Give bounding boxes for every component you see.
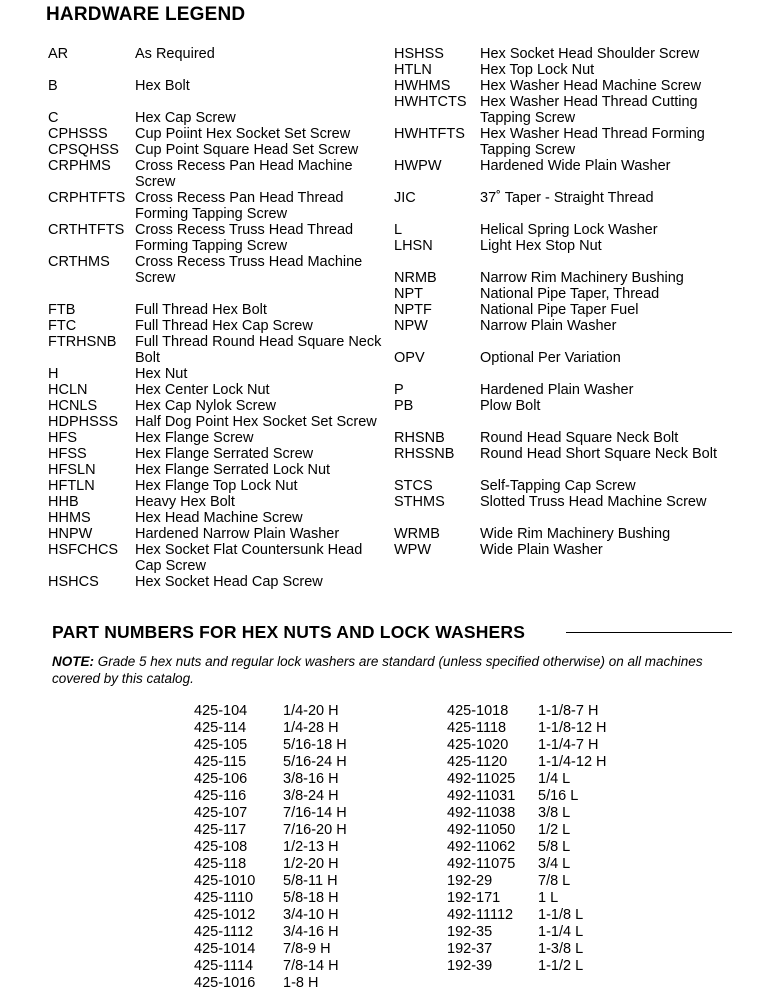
part-number: 192-39 <box>447 958 493 974</box>
part-number-row <box>447 890 607 907</box>
legend-entry <box>394 398 734 414</box>
legend-entry <box>48 574 388 590</box>
legend-description: Round Head Short Square Neck Bolt <box>480 446 717 462</box>
legend-entry <box>394 478 734 494</box>
part-number: 192-29 <box>447 873 493 889</box>
legend-abbreviation: H <box>48 366 59 382</box>
legend-entry <box>48 254 388 286</box>
legend-entry <box>48 414 388 430</box>
part-number-row <box>447 856 607 873</box>
legend-description: Narrow Rim Machinery Bushing <box>480 270 684 286</box>
part-number-row <box>194 839 347 856</box>
legend-description: Hex Top Lock Nut <box>480 62 595 78</box>
legend-abbreviation: HWHTFTS <box>394 126 465 142</box>
legend-entry <box>48 190 388 222</box>
legend-description: National Pipe Taper, Thread <box>480 286 660 302</box>
part-number: 192-171 <box>447 890 501 906</box>
legend-abbreviation: NPT <box>394 286 423 302</box>
part-numbers-left-column <box>194 703 347 992</box>
legend-description: Hex Head Machine Screw <box>135 510 303 526</box>
part-size: 1/4 L <box>538 771 571 787</box>
legend-abbreviation: LHSN <box>394 238 433 254</box>
part-number: 425-106 <box>194 771 248 787</box>
legend-description: 37˚ Taper - Straight Thread <box>480 190 654 206</box>
legend-description: Hex Bolt <box>135 78 190 94</box>
legend-description: Cross Recess Pan Head Thread Forming Tapping Screw <box>135 190 344 222</box>
part-size: 5/16 L <box>538 788 579 804</box>
legend-entry <box>48 142 388 158</box>
legend-description: Hardened Narrow Plain Washer <box>135 526 340 542</box>
part-size: 1-8 H <box>283 975 319 991</box>
part-size: 1-1/4 L <box>538 924 584 940</box>
legend-entry <box>48 446 388 462</box>
part-size: 1/2-20 H <box>283 856 339 872</box>
part-number: 425-114 <box>194 720 247 736</box>
part-number-row <box>447 771 607 788</box>
part-number-row <box>194 822 347 839</box>
legend-abbreviation: HFSLN <box>48 462 96 478</box>
part-number-row <box>194 856 347 873</box>
legend-abbreviation: RHSSNB <box>394 446 455 462</box>
legend-description: Hex Cap Screw <box>135 110 236 126</box>
legend-description: Hex Flange Serrated Lock Nut <box>135 462 331 478</box>
legend-entry <box>394 302 734 318</box>
legend-abbreviation: FTRHSNB <box>48 334 117 350</box>
part-size: 1 L <box>538 890 559 906</box>
legend-description: Half Dog Point Hex Socket Set Screw <box>135 414 377 430</box>
legend-entry <box>394 62 734 78</box>
part-number-row <box>447 720 607 737</box>
legend-abbreviation: P <box>394 382 404 398</box>
legend-description: Cross Recess Truss Head Machine Screw <box>135 254 363 286</box>
legend-entry <box>394 382 734 398</box>
legend-entry <box>48 126 388 142</box>
legend-entry <box>394 46 734 62</box>
legend-description: As Required <box>135 46 215 62</box>
part-number: 425-117 <box>194 822 247 838</box>
legend-abbreviation: HFTLN <box>48 478 95 494</box>
legend-description: Hex Flange Top Lock Nut <box>135 478 298 494</box>
legend-right-column <box>394 46 734 558</box>
legend-entry <box>48 494 388 510</box>
part-numbers-right-column <box>447 703 607 975</box>
part-number: 425-118 <box>194 856 247 872</box>
legend-description: Round Head Square Neck Bolt <box>480 430 679 446</box>
legend-entry <box>394 78 734 94</box>
legend-entry <box>394 126 734 158</box>
legend-description: Light Hex Stop Nut <box>480 238 602 254</box>
legend-abbreviation: HTLN <box>394 62 432 78</box>
legend-abbreviation: HCNLS <box>48 398 98 414</box>
part-number: 492-11075 <box>447 856 516 872</box>
note-text: Grade 5 hex nuts and regular lock washers are standard (unless specified otherwise) on all machines covered by this catalog. <box>52 654 703 686</box>
legend-entry <box>394 190 734 206</box>
part-number: 492-11025 <box>447 771 516 787</box>
part-number-row <box>194 924 347 941</box>
part-size: 3/4 L <box>538 856 571 872</box>
part-size: 3/4-10 H <box>283 907 339 923</box>
legend-abbreviation: HSFCHCS <box>48 542 119 558</box>
legend-entry <box>48 318 388 334</box>
legend-abbreviation: AR <box>48 46 69 62</box>
part-number-row <box>194 805 347 822</box>
legend-abbreviation: FTB <box>48 302 76 318</box>
part-size: 5/8-11 H <box>283 873 338 889</box>
part-number: 492-11038 <box>447 805 516 821</box>
part-number-row <box>447 737 607 754</box>
legend-entry <box>48 158 388 190</box>
part-size: 7/8-14 H <box>283 958 339 974</box>
legend-description: Hex Socket Head Cap Screw <box>135 574 323 590</box>
legend-description: Wide Rim Machinery Bushing <box>480 526 671 542</box>
legend-abbreviation: CPHSSS <box>48 126 108 142</box>
part-number: 425-1012 <box>194 907 256 923</box>
legend-abbreviation: NPTF <box>394 302 432 318</box>
part-number: 425-1014 <box>194 941 256 957</box>
part-number: 425-116 <box>194 788 247 804</box>
part-number: 492-11031 <box>447 788 516 804</box>
legend-abbreviation: HDPHSSS <box>48 414 119 430</box>
part-number-row <box>194 737 347 754</box>
part-number: 425-108 <box>194 839 248 855</box>
legend-abbreviation: HHMS <box>48 510 91 526</box>
legend-description: Cup Poiint Hex Socket Set Screw <box>135 126 351 142</box>
legend-entry <box>48 398 388 414</box>
legend-abbreviation: NPW <box>394 318 428 334</box>
legend-abbreviation: HNPW <box>48 526 93 542</box>
part-size: 5/16-18 H <box>283 737 347 753</box>
part-number: 192-35 <box>447 924 493 940</box>
part-size: 1-1/4-7 H <box>538 737 599 753</box>
part-number: 492-11062 <box>447 839 516 855</box>
legend-description: Slotted Truss Head Machine Screw <box>480 494 707 510</box>
legend-abbreviation: NRMB <box>394 270 437 286</box>
part-size: 1-1/8-12 H <box>538 720 607 736</box>
legend-entry <box>394 270 734 286</box>
legend-entry <box>48 478 388 494</box>
part-number-row <box>194 907 347 924</box>
legend-abbreviation: HFS <box>48 430 77 446</box>
part-size: 1-1/2 L <box>538 958 584 974</box>
part-number: 425-1114 <box>194 958 254 974</box>
legend-description: Hex Washer Head Thread Forming Tapping Screw <box>480 126 705 158</box>
legend-entry <box>394 286 734 302</box>
legend-entry <box>48 302 388 318</box>
legend-description: Cross Recess Pan Head Machine Screw <box>135 158 353 190</box>
legend-entry <box>394 238 734 254</box>
part-number-row <box>447 754 607 771</box>
part-number-row <box>194 873 347 890</box>
legend-abbreviation: HWPW <box>394 158 442 174</box>
part-size: 5/16-24 H <box>283 754 347 770</box>
legend-description: Full Thread Round Head Square Neck Bolt <box>135 334 382 366</box>
note-paragraph <box>52 653 742 687</box>
part-numbers-title: PART NUMBERS FOR HEX NUTS AND LOCK WASHERS <box>52 622 526 642</box>
part-size: 3/8-16 H <box>283 771 339 787</box>
legend-description: Hardened Wide Plain Washer <box>480 158 671 174</box>
legend-abbreviation: B <box>48 78 58 94</box>
part-size: 1/2-13 H <box>283 839 339 855</box>
legend-description: Optional Per Variation <box>480 350 621 366</box>
legend-entry <box>394 94 734 126</box>
legend-entry <box>394 446 734 462</box>
legend-description: Narrow Plain Washer <box>480 318 617 334</box>
legend-description: Hex Socket Head Shoulder Screw <box>480 46 700 62</box>
part-size: 1/4-28 H <box>283 720 339 736</box>
legend-entry <box>48 542 388 574</box>
legend-abbreviation: L <box>394 222 403 238</box>
part-size: 3/8 L <box>538 805 571 821</box>
legend-abbreviation: PB <box>394 398 414 414</box>
legend-entry <box>394 542 734 558</box>
legend-entry <box>48 110 388 126</box>
legend-entry <box>48 430 388 446</box>
part-number-row <box>194 788 347 805</box>
legend-description: Hex Cap Nylok Screw <box>135 398 277 414</box>
legend-entry <box>394 350 734 366</box>
part-number-row <box>447 788 607 805</box>
legend-description: Cross Recess Truss Head Thread Forming Tapping Screw <box>135 222 354 254</box>
legend-description: Plow Bolt <box>480 398 541 414</box>
part-number: 425-115 <box>194 754 247 770</box>
part-number-row <box>447 703 607 720</box>
part-number: 425-1020 <box>447 737 509 753</box>
hardware-legend-title: HARDWARE LEGEND <box>46 4 246 25</box>
legend-abbreviation: WRMB <box>394 526 440 542</box>
legend-entry <box>48 510 388 526</box>
legend-abbreviation: C <box>48 110 59 126</box>
part-number: 425-1112 <box>194 924 254 940</box>
part-number: 425-104 <box>194 703 248 719</box>
legend-description: Hex Center Lock Nut <box>135 382 270 398</box>
part-number: 425-107 <box>194 805 248 821</box>
legend-description: Full Thread Hex Bolt <box>135 302 267 318</box>
legend-abbreviation: STHMS <box>394 494 445 510</box>
part-number: 425-1120 <box>447 754 508 770</box>
part-number-row <box>194 754 347 771</box>
legend-abbreviation: RHSNB <box>394 430 445 446</box>
part-size: 7/8-9 H <box>283 941 331 957</box>
legend-entry <box>48 382 388 398</box>
legend-entry <box>394 494 734 510</box>
legend-description: Heavy Hex Bolt <box>135 494 235 510</box>
part-size: 1-1/4-12 H <box>538 754 607 770</box>
legend-abbreviation: HWHMS <box>394 78 451 94</box>
legend-abbreviation: JIC <box>394 190 416 206</box>
legend-left-column <box>48 46 388 590</box>
part-size: 5/8-18 H <box>283 890 339 906</box>
part-size: 3/8-24 H <box>283 788 339 804</box>
part-number-row <box>194 975 347 992</box>
part-number: 425-105 <box>194 737 248 753</box>
legend-description: Hex Nut <box>135 366 188 382</box>
part-number-row <box>447 873 607 890</box>
legend-abbreviation: STCS <box>394 478 433 494</box>
legend-abbreviation: CRPHTFTS <box>48 190 126 206</box>
legend-entry <box>48 366 388 382</box>
legend-entry <box>394 222 734 238</box>
legend-entry <box>394 318 734 334</box>
part-number-row <box>194 958 347 975</box>
part-number: 492-11050 <box>447 822 516 838</box>
legend-description: Cup Point Square Head Set Screw <box>135 142 359 158</box>
part-size: 7/8 L <box>538 873 571 889</box>
legend-abbreviation: HWHTCTS <box>394 94 467 110</box>
legend-description: Wide Plain Washer <box>480 542 603 558</box>
part-number-row <box>447 907 607 924</box>
legend-description: Helical Spring Lock Washer <box>480 222 658 238</box>
legend-abbreviation: HFSS <box>48 446 87 462</box>
part-size: 7/16-20 H <box>283 822 347 838</box>
legend-description: Hex Flange Serrated Screw <box>135 446 314 462</box>
legend-entry <box>48 462 388 478</box>
title-rule <box>566 632 732 633</box>
part-number: 192-37 <box>447 941 493 957</box>
part-number-row <box>447 805 607 822</box>
part-number: 425-1110 <box>194 890 254 906</box>
legend-abbreviation: HSHSS <box>394 46 444 62</box>
legend-entry <box>394 430 734 446</box>
legend-abbreviation: OPV <box>394 350 425 366</box>
legend-description: Self-Tapping Cap Screw <box>480 478 636 494</box>
part-number-row <box>194 890 347 907</box>
part-size: 1/4-20 H <box>283 703 339 719</box>
part-number: 425-1018 <box>447 703 509 719</box>
legend-entry <box>48 222 388 254</box>
legend-abbreviation: WPW <box>394 542 432 558</box>
part-number-row <box>447 941 607 958</box>
legend-description: Full Thread Hex Cap Screw <box>135 318 313 334</box>
part-number-row <box>194 720 347 737</box>
legend-abbreviation: CPSQHSS <box>48 142 119 158</box>
part-number-row <box>447 924 607 941</box>
legend-entry <box>48 526 388 542</box>
part-size: 7/16-14 H <box>283 805 347 821</box>
legend-entry <box>394 526 734 542</box>
legend-abbreviation: CRTHTFTS <box>48 222 125 238</box>
legend-entry <box>394 158 734 174</box>
legend-description: Hex Socket Flat Countersunk Head Cap Screw <box>135 542 363 574</box>
part-number: 425-1118 <box>447 720 507 736</box>
legend-abbreviation: HHB <box>48 494 79 510</box>
legend-description: Hardened Plain Washer <box>480 382 634 398</box>
part-number-row <box>194 941 347 958</box>
part-number-row <box>447 822 607 839</box>
legend-description: Hex Flange Screw <box>135 430 254 446</box>
part-number-row <box>447 839 607 856</box>
legend-abbreviation: HCLN <box>48 382 88 398</box>
part-number: 425-1016 <box>194 975 256 991</box>
legend-abbreviation: HSHCS <box>48 574 99 590</box>
part-size: 1-3/8 L <box>538 941 584 957</box>
part-number: 492-11112 <box>447 907 514 923</box>
legend-abbreviation: CRTHMS <box>48 254 110 270</box>
part-size: 5/8 L <box>538 839 571 855</box>
part-size: 3/4-16 H <box>283 924 339 940</box>
legend-description: Hex Washer Head Thread Cutting Tapping Screw <box>480 94 698 126</box>
part-size: 1-1/8-7 H <box>538 703 599 719</box>
legend-entry <box>48 78 388 94</box>
legend-entry <box>48 46 388 62</box>
part-size: 1/2 L <box>538 822 571 838</box>
part-number-row <box>194 703 347 720</box>
legend-description: National Pipe Taper Fuel <box>480 302 639 318</box>
part-size: 1-1/8 L <box>538 907 584 923</box>
part-number-row <box>447 958 607 975</box>
legend-abbreviation: CRPHMS <box>48 158 111 174</box>
note-label: NOTE: <box>52 654 94 669</box>
legend-description: Hex Washer Head Machine Screw <box>480 78 702 94</box>
part-number: 425-1010 <box>194 873 256 889</box>
part-number-row <box>194 771 347 788</box>
legend-abbreviation: FTC <box>48 318 77 334</box>
legend-entry <box>48 334 388 366</box>
